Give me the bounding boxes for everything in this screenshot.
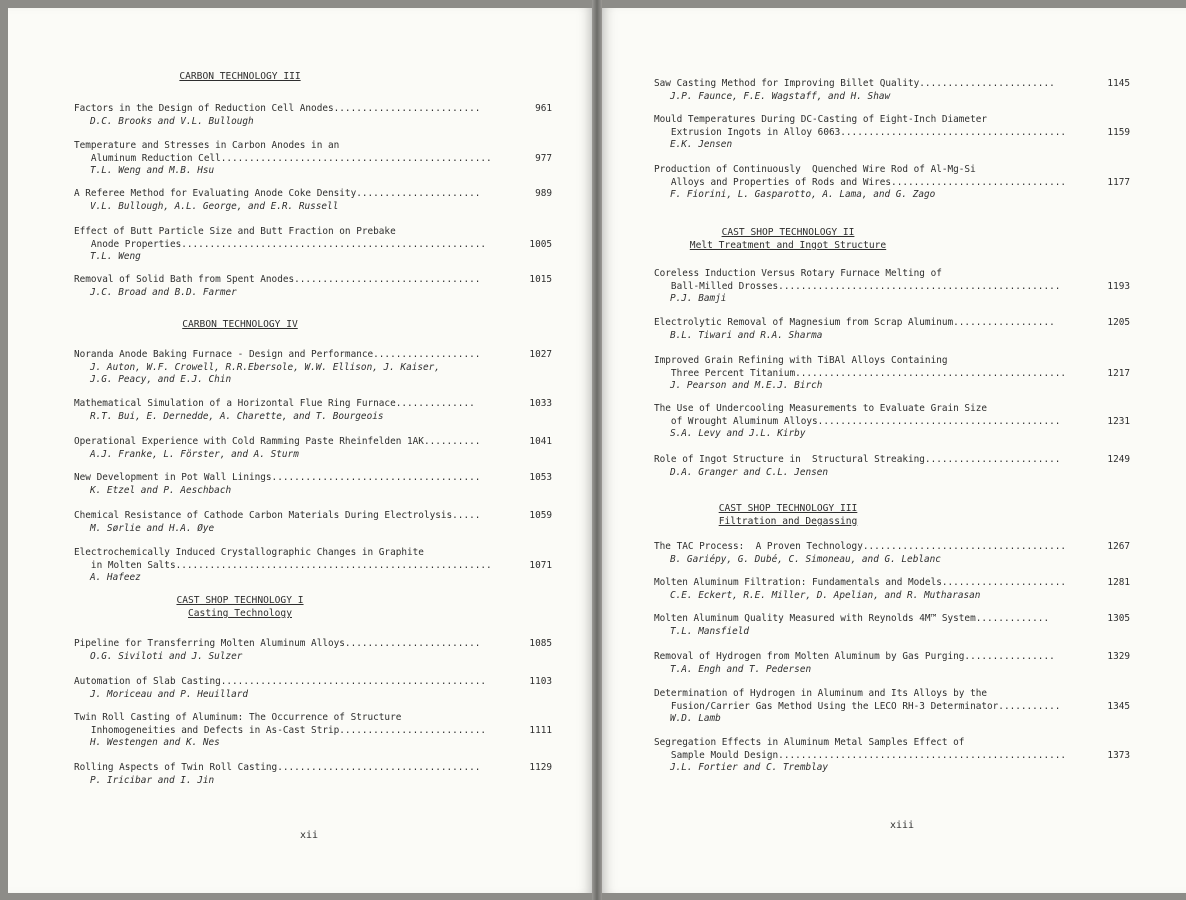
section-heading-text: CARBON TECHNOLOGY IV	[182, 319, 298, 330]
entry-authors: J. Moriceau and P. Heuillard	[90, 688, 249, 700]
entry-page-number: 1373	[1107, 749, 1130, 761]
entry-title-line: Pipeline for Transferring Molten Aluminum Alloys........................	[74, 638, 481, 649]
entry-authors: J.C. Broad and B.D. Farmer	[90, 286, 237, 298]
entry-title-line: Extrusion Ingots in Alloy 6063........................................	[654, 126, 1067, 138]
entry-title-line: Ball-Milled Drosses..................................................	[654, 280, 1061, 292]
entry-title-line: Temperature and Stresses in Carbon Anodes in an	[74, 140, 340, 151]
entry-page-number: 1027	[529, 349, 552, 360]
toc-entry[interactable]	[74, 676, 552, 701]
section-heading-text: Melt Treatment and Ingot Structure	[689, 240, 887, 251]
entry-authors: V.L. Bullough, A.L. George, and E.R. Russell	[90, 200, 339, 212]
entry-page-number: 989	[535, 188, 552, 199]
toc-entry[interactable]	[74, 188, 552, 213]
entry-title-line: Rolling Aspects of Twin Roll Casting....................................	[74, 762, 481, 773]
section-heading-text: Filtration and Degassing	[718, 516, 858, 527]
toc-entry[interactable]	[654, 651, 1130, 676]
section-heading-text: CARBON TECHNOLOGY III	[179, 71, 301, 82]
entry-page-number: 1129	[529, 762, 552, 773]
toc-entry[interactable]	[654, 577, 1130, 602]
toc-entry[interactable]	[74, 472, 552, 497]
entry-title-line: Anode Properties......................................................	[74, 238, 487, 250]
entry-authors: P. Iricibar and I. Jin	[90, 774, 215, 786]
entry-title-line: Removal of Solid Bath from Spent Anodes.................................	[74, 274, 481, 285]
entry-title-line: Electrochemically Induced Crystallographic Changes in Graphite	[74, 547, 424, 558]
entry-authors: J.P. Faunce, F.E. Wagstaff, and H. Shaw	[670, 90, 891, 102]
entry-page-number: 1249	[1107, 454, 1130, 465]
entry-authors: O.G. Siviloti and J. Sulzer	[90, 650, 243, 662]
entry-authors: K. Etzel and P. Aeschbach	[90, 484, 232, 496]
entry-title-line: The Use of Undercooling Measurements to Evaluate Grain Size	[654, 403, 988, 414]
entry-page-number: 1281	[1107, 577, 1130, 588]
entry-title-line: Mould Temperatures During DC-Casting of Eight-Inch Diameter	[654, 114, 988, 125]
toc-entry[interactable]	[654, 688, 1130, 726]
right-toc	[602, 8, 1186, 893]
entry-authors: P.J. Bamji	[670, 293, 727, 305]
section-heading	[690, 226, 886, 252]
entry-authors: A. Hafeez	[90, 572, 141, 584]
section-heading	[179, 70, 300, 83]
toc-entry[interactable]	[654, 317, 1130, 342]
toc-entry[interactable]	[74, 349, 552, 387]
entry-page-number: 1231	[1107, 415, 1130, 427]
left-page	[8, 8, 592, 893]
section-heading-line	[719, 502, 858, 515]
toc-entry[interactable]	[74, 762, 552, 787]
section-heading-line	[719, 515, 858, 528]
entry-authors: T.L. Weng	[90, 251, 141, 263]
entry-authors: B. Gariépy, G. Dubé, C. Simoneau, and G. Leblanc	[670, 553, 941, 565]
entry-authors: H. Westengen and K. Nes	[90, 737, 220, 749]
entry-title-line: Operational Experience with Cold Ramming Paste Rheinfelden 1AK..........	[74, 436, 481, 447]
entry-title-line: Inhomogeneities and Defects in As-Cast Strip..........................	[74, 724, 487, 736]
toc-entry[interactable]	[654, 164, 1130, 202]
entry-page-number: 1145	[1107, 78, 1130, 89]
toc-entry[interactable]	[654, 78, 1130, 103]
entry-authors: T.L. Weng and M.B. Hsu	[90, 165, 215, 177]
entry-page-number: 1305	[1107, 613, 1130, 624]
entry-page-number: 1033	[529, 398, 552, 409]
entry-title-line: Improved Grain Refining with TiBAl Alloys Containing	[654, 355, 948, 366]
entry-title-line: The TAC Process: A Proven Technology....................................	[654, 541, 1067, 552]
toc-entry[interactable]	[74, 510, 552, 535]
entry-page-number: 1329	[1107, 651, 1130, 662]
entry-page-number: 1085	[529, 638, 552, 649]
entry-authors: J. Auton, W.F. Crowell, R.R.Ebersole, W.W. Ellison, J. Kaiser,	[90, 361, 440, 373]
right-page	[602, 8, 1186, 893]
section-heading-text: CAST SHOP TECHNOLOGY II	[721, 227, 855, 238]
entry-authors: E.K. Jensen	[670, 139, 733, 151]
entry-title-line: Twin Roll Casting of Aluminum: The Occurrence of Structure	[74, 712, 402, 723]
entry-authors: D.A. Granger and C.L. Jensen	[670, 466, 829, 478]
section-heading-text: CAST SHOP TECHNOLOGY I	[176, 595, 304, 606]
entry-authors: F. Fiorini, L. Gasparotto, A. Lama, and G. Zago	[670, 189, 936, 201]
entry-page-number: 1005	[529, 238, 552, 250]
toc-entry[interactable]	[654, 268, 1130, 306]
toc-entry[interactable]	[654, 541, 1130, 566]
entry-authors: J. Pearson and M.E.J. Birch	[670, 380, 823, 392]
section-heading-line	[179, 70, 300, 83]
toc-entry[interactable]	[654, 114, 1130, 152]
toc-entry[interactable]	[74, 226, 552, 264]
section-heading	[176, 594, 303, 620]
entry-title-line: Alloys and Properties of Rods and Wires...............................	[654, 176, 1067, 188]
entry-page-number: 1071	[529, 559, 552, 571]
book-gutter	[592, 0, 602, 900]
entry-page-number: 961	[535, 103, 552, 114]
entry-title-line: Automation of Slab Casting...............................................	[74, 676, 487, 687]
toc-entry[interactable]	[74, 140, 552, 178]
entry-title-line: Molten Aluminum Filtration: Fundamentals and Models......................	[654, 577, 1067, 588]
entry-title-line: New Development in Pot Wall Linings.....................................	[74, 472, 481, 483]
section-heading	[182, 318, 298, 331]
entry-page-number: 1177	[1107, 176, 1130, 188]
page-folio: xiii	[890, 820, 915, 831]
entry-title-line: Production of Continuously Quenched Wire Rod of Al-Mg-Si	[654, 164, 976, 175]
section-heading	[719, 502, 858, 528]
entry-authors: J.G. Peacy, and E.J. Chin	[90, 374, 232, 386]
toc-entry[interactable]	[654, 454, 1130, 479]
entry-authors: D.C. Brooks and V.L. Bullough	[90, 115, 254, 127]
left-toc	[8, 8, 592, 893]
section-heading-line	[182, 318, 298, 331]
entry-title-line: Coreless Induction Versus Rotary Furnace Melting of	[654, 268, 942, 279]
entry-page-number: 1059	[529, 510, 552, 521]
entry-page-number: 1159	[1107, 126, 1130, 138]
entry-title-line: Segregation Effects in Aluminum Metal Samples Effect of	[654, 737, 965, 748]
entry-title-line: Fusion/Carrier Gas Method Using the LECO RH-3 Determinator...........	[654, 700, 1061, 712]
page-folio: xii	[300, 830, 319, 841]
entry-authors: M. Sørlie and H.A. Øye	[90, 522, 215, 534]
entry-authors: W.D. Lamb	[670, 713, 721, 725]
entry-authors: B.L. Tiwari and R.A. Sharma	[670, 329, 823, 341]
entry-authors: T.A. Engh and T. Pedersen	[670, 663, 812, 675]
entry-title-line: Aluminum Reduction Cell................................................	[74, 152, 492, 164]
entry-page-number: 1345	[1107, 700, 1130, 712]
entry-authors: R.T. Bui, E. Dernedde, A. Charette, and T. Bourgeois	[90, 410, 384, 422]
entry-authors: A.J. Franke, L. Förster, and A. Sturm	[90, 448, 299, 460]
toc-entry[interactable]	[654, 403, 1130, 441]
entry-authors: T.L. Mansfield	[670, 625, 750, 637]
entry-title-line: Determination of Hydrogen in Aluminum and Its Alloys by the	[654, 688, 988, 699]
section-heading-line	[690, 226, 886, 239]
entry-title-line: Role of Ingot Structure in Structural Streaking........................	[654, 454, 1061, 465]
entry-authors: C.E. Eckert, R.E. Miller, D. Apelian, and R. Mutharasan	[670, 589, 981, 601]
entry-title-line: Factors in the Design of Reduction Cell Anodes..........................	[74, 103, 481, 114]
toc-entry[interactable]	[74, 547, 552, 585]
toc-entry[interactable]	[74, 436, 552, 461]
entry-page-number: 1041	[529, 436, 552, 447]
toc-entry[interactable]	[74, 103, 552, 128]
entry-page-number: 1267	[1107, 541, 1130, 552]
entry-page-number: 1217	[1107, 367, 1130, 379]
entry-title-line: Mathematical Simulation of a Horizontal Flue Ring Furnace..............	[74, 398, 475, 409]
entry-title-line: A Referee Method for Evaluating Anode Coke Density......................	[74, 188, 481, 199]
entry-authors: S.A. Levy and J.L. Kirby	[670, 428, 806, 440]
section-heading-line	[176, 594, 303, 607]
entry-title-line: Saw Casting Method for Improving Billet Quality........................	[654, 78, 1055, 89]
entry-page-number: 1205	[1107, 317, 1130, 328]
section-heading-line	[176, 607, 303, 620]
entry-title-line: Molten Aluminum Quality Measured with Reynolds 4M™ System.............	[654, 613, 1050, 624]
entry-title-line: Noranda Anode Baking Furnace - Design and Performance...................	[74, 349, 481, 360]
entry-authors: J.L. Fortier and C. Tremblay	[670, 762, 829, 774]
entry-title-line: Removal of Hydrogen from Molten Aluminum by Gas Purging................	[654, 651, 1055, 662]
entry-page-number: 1111	[529, 724, 552, 736]
entry-page-number: 1053	[529, 472, 552, 483]
entry-title-line: Electrolytic Removal of Magnesium from Scrap Aluminum..................	[654, 317, 1055, 328]
section-heading-text: Casting Technology	[188, 608, 292, 619]
entry-title-line: Effect of Butt Particle Size and Butt Fraction on Prebake	[74, 226, 396, 237]
toc-entry[interactable]	[74, 398, 552, 423]
section-heading-text: CAST SHOP TECHNOLOGY III	[718, 503, 858, 514]
entry-title-line: of Wrought Aluminum Alloys...........................................	[654, 415, 1061, 427]
entry-page-number: 1193	[1107, 280, 1130, 292]
entry-page-number: 1015	[529, 274, 552, 285]
toc-entry[interactable]	[654, 613, 1130, 638]
entry-page-number: 1103	[529, 676, 552, 687]
section-heading-line	[690, 239, 886, 252]
entry-title-line: in Molten Salts........................................................	[74, 559, 492, 571]
entry-title-line: Three Percent Titanium................................................	[654, 367, 1067, 379]
toc-entry[interactable]	[654, 355, 1130, 393]
entry-title-line: Sample Mould Design...................................................	[654, 749, 1067, 761]
entry-title-line: Chemical Resistance of Cathode Carbon Materials During Electrolysis.....	[74, 510, 481, 521]
toc-entry[interactable]	[654, 737, 1130, 775]
toc-entry[interactable]	[74, 274, 552, 299]
toc-entry[interactable]	[74, 638, 552, 663]
toc-entry[interactable]	[74, 712, 552, 750]
entry-page-number: 977	[535, 152, 552, 164]
